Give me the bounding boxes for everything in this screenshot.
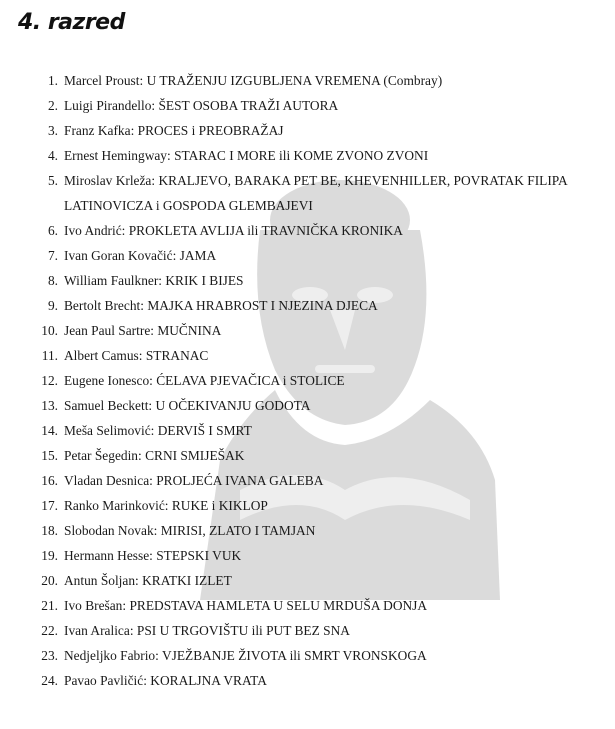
item-author: Jean Paul Sartre — [64, 323, 151, 338]
item-author: Meša Selimović — [64, 423, 151, 438]
item-entry: Luigi Pirandello: ŠEST OSOBA TRAŽI AUTORA — [64, 98, 339, 113]
item-entry: Albert Camus: STRANAC — [64, 348, 209, 363]
item-entry: Ranko Marinković: RUKE i KIKLOP — [64, 498, 268, 513]
list-item — [30, 518, 590, 543]
item-work-title: PREDSTAVA HAMLETA U SELU MRDUŠA DONJA — [129, 598, 428, 613]
item-number: 13. — [41, 398, 58, 413]
list-item — [30, 393, 590, 418]
list-item — [30, 318, 590, 343]
item-entry: Marcel Proust: U TRAŽENJU IZGUBLJENA VREMENA (Combray) — [64, 73, 443, 88]
item-entry: Antun Šoljan: KRATKI IZLET — [64, 573, 232, 588]
item-work-title: ĆELAVA PJEVAČICA i STOLICE — [156, 373, 345, 388]
item-number: 17. — [41, 498, 58, 513]
list-item — [30, 668, 590, 693]
item-work-title: JAMA — [179, 248, 217, 263]
item-entry: Ivan Aralica: PSI U TRGOVIŠTU ili PUT BEZ SNA — [64, 623, 350, 638]
item-number: 5. — [47, 173, 58, 188]
item-author: Marcel Proust — [64, 73, 140, 88]
item-author: Ernest Hemingway — [64, 148, 168, 163]
item-entry: Eugene Ionesco: ĆELAVA PJEVAČICA i STOLICE — [64, 373, 345, 388]
item-number: 12. — [41, 373, 58, 388]
item-work-title: U OČEKIVANJU GODOTA — [155, 398, 311, 413]
item-author: Petar Šegedin — [64, 448, 139, 463]
item-author: Ivo Andrić — [64, 223, 122, 238]
item-number: 2. — [47, 98, 58, 113]
item-entry: Franz Kafka: PROCES i PREOBRAŽAJ — [64, 123, 284, 138]
item-entry: Vladan Desnica: PROLJEĆA IVANA GALEBA — [64, 473, 324, 488]
item-entry: Pavao Pavličić: KORALJNA VRATA — [64, 673, 267, 688]
item-entry: Samuel Beckett: U OČEKIVANJU GODOTA — [64, 398, 311, 413]
item-entry: Miroslav Krleža: KRALJEVO, BARAKA PET BE, KHEVENHILLER, POVRATAK FILIPA LATINOVICZA i GOSPODA GLEMBAJEVI — [64, 173, 567, 213]
item-number: 10. — [41, 323, 58, 338]
item-author: Samuel Beckett — [64, 398, 149, 413]
list-item — [30, 418, 590, 443]
list-item — [30, 368, 590, 393]
item-work-title: MUČNINA — [157, 323, 222, 338]
list-item — [30, 118, 590, 143]
list-item — [30, 143, 590, 168]
list-item — [30, 543, 590, 568]
item-entry: Meša Selimović: DERVIŠ I SMRT — [64, 423, 252, 438]
item-work-title: KRATKI IZLET — [142, 573, 232, 588]
item-work-title: CRNI SMIJEŠAK — [145, 448, 245, 463]
item-author: Franz Kafka — [64, 123, 131, 138]
item-author: William Faulkner — [64, 273, 159, 288]
item-work-title: DERVIŠ I SMRT — [157, 423, 252, 438]
item-entry: Nedjeljko Fabrio: VJEŽBANJE ŽIVOTA ili SMRT VRONSKOGA — [64, 648, 427, 663]
list-item — [30, 618, 590, 643]
item-work-title: STEPSKI VUK — [156, 548, 242, 563]
item-number: 18. — [41, 523, 58, 538]
list-item — [30, 593, 590, 618]
item-author: Ivan Goran Kovačić — [64, 248, 173, 263]
item-number: 4. — [47, 148, 58, 163]
item-entry: Ivo Brešan: PREDSTAVA HAMLETA U SELU MRDUŠA DONJA — [64, 598, 428, 613]
list-item — [30, 343, 590, 368]
item-number: 19. — [41, 548, 58, 563]
item-number: 20. — [41, 573, 58, 588]
list-item — [30, 218, 590, 243]
item-entry: Hermann Hesse: STEPSKI VUK — [64, 548, 242, 563]
list-item — [30, 568, 590, 593]
item-author: Vladan Desnica — [64, 473, 150, 488]
item-author: Ranko Marinković — [64, 498, 165, 513]
item-author: Miroslav Krleža — [64, 173, 152, 188]
item-number: 15. — [41, 448, 58, 463]
item-entry: Petar Šegedin: CRNI SMIJEŠAK — [64, 448, 245, 463]
item-entry: Ivan Goran Kovačić: JAMA — [64, 248, 217, 263]
item-work-title: STRANAC — [145, 348, 209, 363]
item-work-title: KRIK I BIJES — [165, 273, 244, 288]
item-entry: Ernest Hemingway: STARAC I MORE ili KOME ZVONO ZVONI — [64, 148, 429, 163]
item-entry: William Faulkner: KRIK I BIJES — [64, 273, 244, 288]
item-number: 7. — [47, 248, 58, 263]
item-author: Pavao Pavličić — [64, 673, 144, 688]
item-author: Antun Šoljan — [64, 573, 136, 588]
list-item — [30, 68, 590, 93]
item-work-title: STARAC I MORE ili KOME ZVONO ZVONI — [174, 148, 429, 163]
item-number: 1. — [47, 73, 58, 88]
item-entry: Slobodan Novak: MIRISI, ZLATO I TAMJAN — [64, 523, 316, 538]
item-work-title: PSI U TRGOVIŠTU ili PUT BEZ SNA — [136, 623, 350, 638]
item-number: 3. — [47, 123, 58, 138]
item-author: Ivan Aralica — [64, 623, 130, 638]
item-work-title: MIRISI, ZLATO I TAMJAN — [160, 523, 316, 538]
item-work-title: PROCES i PREOBRAŽAJ — [137, 123, 284, 138]
item-work-title: MAJKA HRABROST I NJEZINA DJECA — [147, 298, 378, 313]
list-item — [30, 168, 590, 218]
item-author: Hermann Hesse — [64, 548, 150, 563]
item-work-title: KORALJNA VRATA — [150, 673, 267, 688]
item-work-title: KRALJEVO, BARAKA PET BE, KHEVENHILLER, POVRATAK FILIPA LATINOVICZA i GOSPODA GLEMBAJEVI — [64, 173, 567, 213]
list-item — [30, 643, 590, 668]
item-number: 23. — [41, 648, 58, 663]
item-number: 8. — [47, 273, 58, 288]
item-entry: Jean Paul Sartre: MUČNINA — [64, 323, 222, 338]
reading-list — [30, 68, 590, 693]
item-number: 9. — [47, 298, 58, 313]
item-author: Ivo Brešan — [64, 598, 123, 613]
item-author: Bertolt Brecht — [64, 298, 141, 313]
item-entry: Ivo Andrić: PROKLETA AVLIJA ili TRAVNIČKA KRONIKA — [64, 223, 403, 238]
item-number: 16. — [41, 473, 58, 488]
list-item — [30, 493, 590, 518]
item-number: 22. — [41, 623, 58, 638]
list-item — [30, 443, 590, 468]
list-item — [30, 468, 590, 493]
item-work-title: U TRAŽENJU IZGUBLJENA VREMENA (Combray) — [146, 73, 443, 88]
item-work-title: RUKE i KIKLOP — [171, 498, 268, 513]
item-author: Nedjeljko Fabrio — [64, 648, 156, 663]
list-item — [30, 93, 590, 118]
item-number: 14. — [41, 423, 58, 438]
item-author: Eugene Ionesco — [64, 373, 150, 388]
list-item — [30, 243, 590, 268]
list-item — [30, 293, 590, 318]
item-number: 11. — [41, 348, 58, 363]
item-author: Slobodan Novak — [64, 523, 154, 538]
item-author: Albert Camus — [64, 348, 139, 363]
item-work-title: VJEŽBANJE ŽIVOTA ili SMRT VRONSKOGA — [161, 648, 427, 663]
item-work-title: PROKLETA AVLIJA ili TRAVNIČKA KRONIKA — [128, 223, 403, 238]
page-title: 4. razred — [18, 10, 125, 35]
item-entry: Bertolt Brecht: MAJKA HRABROST I NJEZINA DJECA — [64, 298, 378, 313]
item-work-title: ŠEST OSOBA TRAŽI AUTORA — [158, 98, 339, 113]
item-author: Luigi Pirandello — [64, 98, 152, 113]
item-number: 21. — [41, 598, 58, 613]
item-number: 24. — [41, 673, 58, 688]
item-number: 6. — [47, 223, 58, 238]
list-item — [30, 268, 590, 293]
item-work-title: PROLJEĆA IVANA GALEBA — [156, 473, 324, 488]
